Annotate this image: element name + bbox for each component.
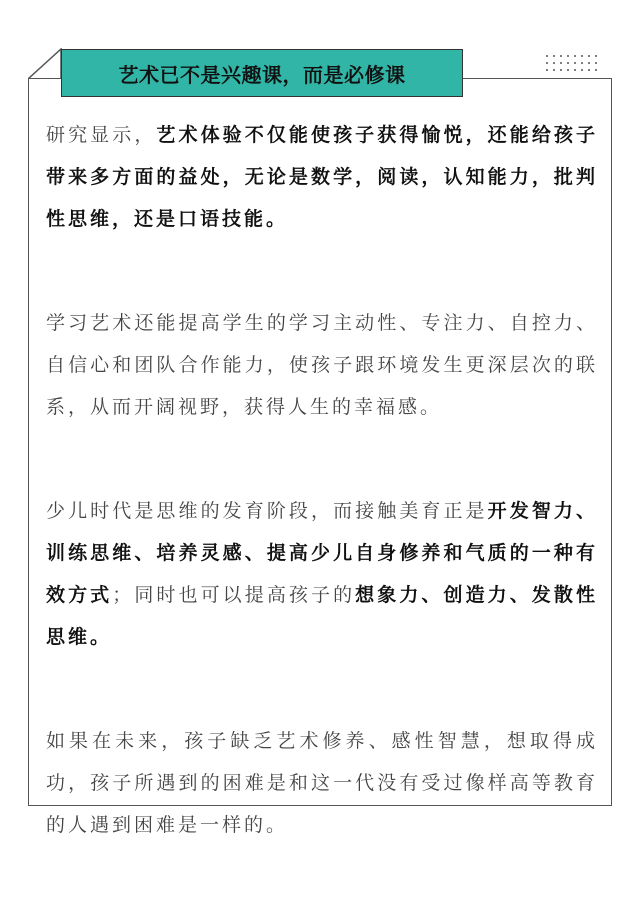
text-segment: 研究显示， — [46, 124, 157, 146]
bold-text-segment: 开发智力、训练思维、培养灵感、提高少儿自身修养和气质的一种有效方式 — [46, 500, 598, 606]
text-segment: 少儿时代是思维的发育阶段，而接触美育正是 — [46, 500, 488, 522]
paragraph-2 — [46, 302, 598, 428]
text-segment: 学习艺术还能提高学生的学习主动性、专注力、自控力、自信心和团队合作能力，使孩子跟环境发生更深层次的联系，从而开阔视野，获得人生的幸福感。 — [46, 312, 598, 418]
bold-text-segment: 艺术体验不仅能使孩子获得愉悦，还能给孩子带来多方面的益处，无论是数学，阅读，认知能力，批判性思维，还是口语技能。 — [46, 124, 598, 230]
text-segment: ；同时也可以提高孩子的 — [112, 584, 356, 606]
bold-text-segment: 想象力、创造力、发散性思维。 — [46, 584, 598, 648]
paragraph-1 — [46, 114, 598, 240]
paragraph-3 — [46, 490, 598, 658]
paragraph-4 — [46, 720, 598, 846]
text-segment: 如果在未来，孩子缺乏艺术修养、感性智慧，想取得成功，孩子所遇到的困难是和这一代没有受过像样高等教育的人遇到困难是一样的。 — [46, 730, 598, 836]
article-body — [46, 114, 598, 908]
dot-grid-decoration — [546, 55, 602, 75]
title-banner — [61, 49, 463, 97]
page-title: 艺术已不是兴趣课，而是必修课 — [118, 62, 406, 87]
corner-fold-decoration — [28, 48, 62, 80]
